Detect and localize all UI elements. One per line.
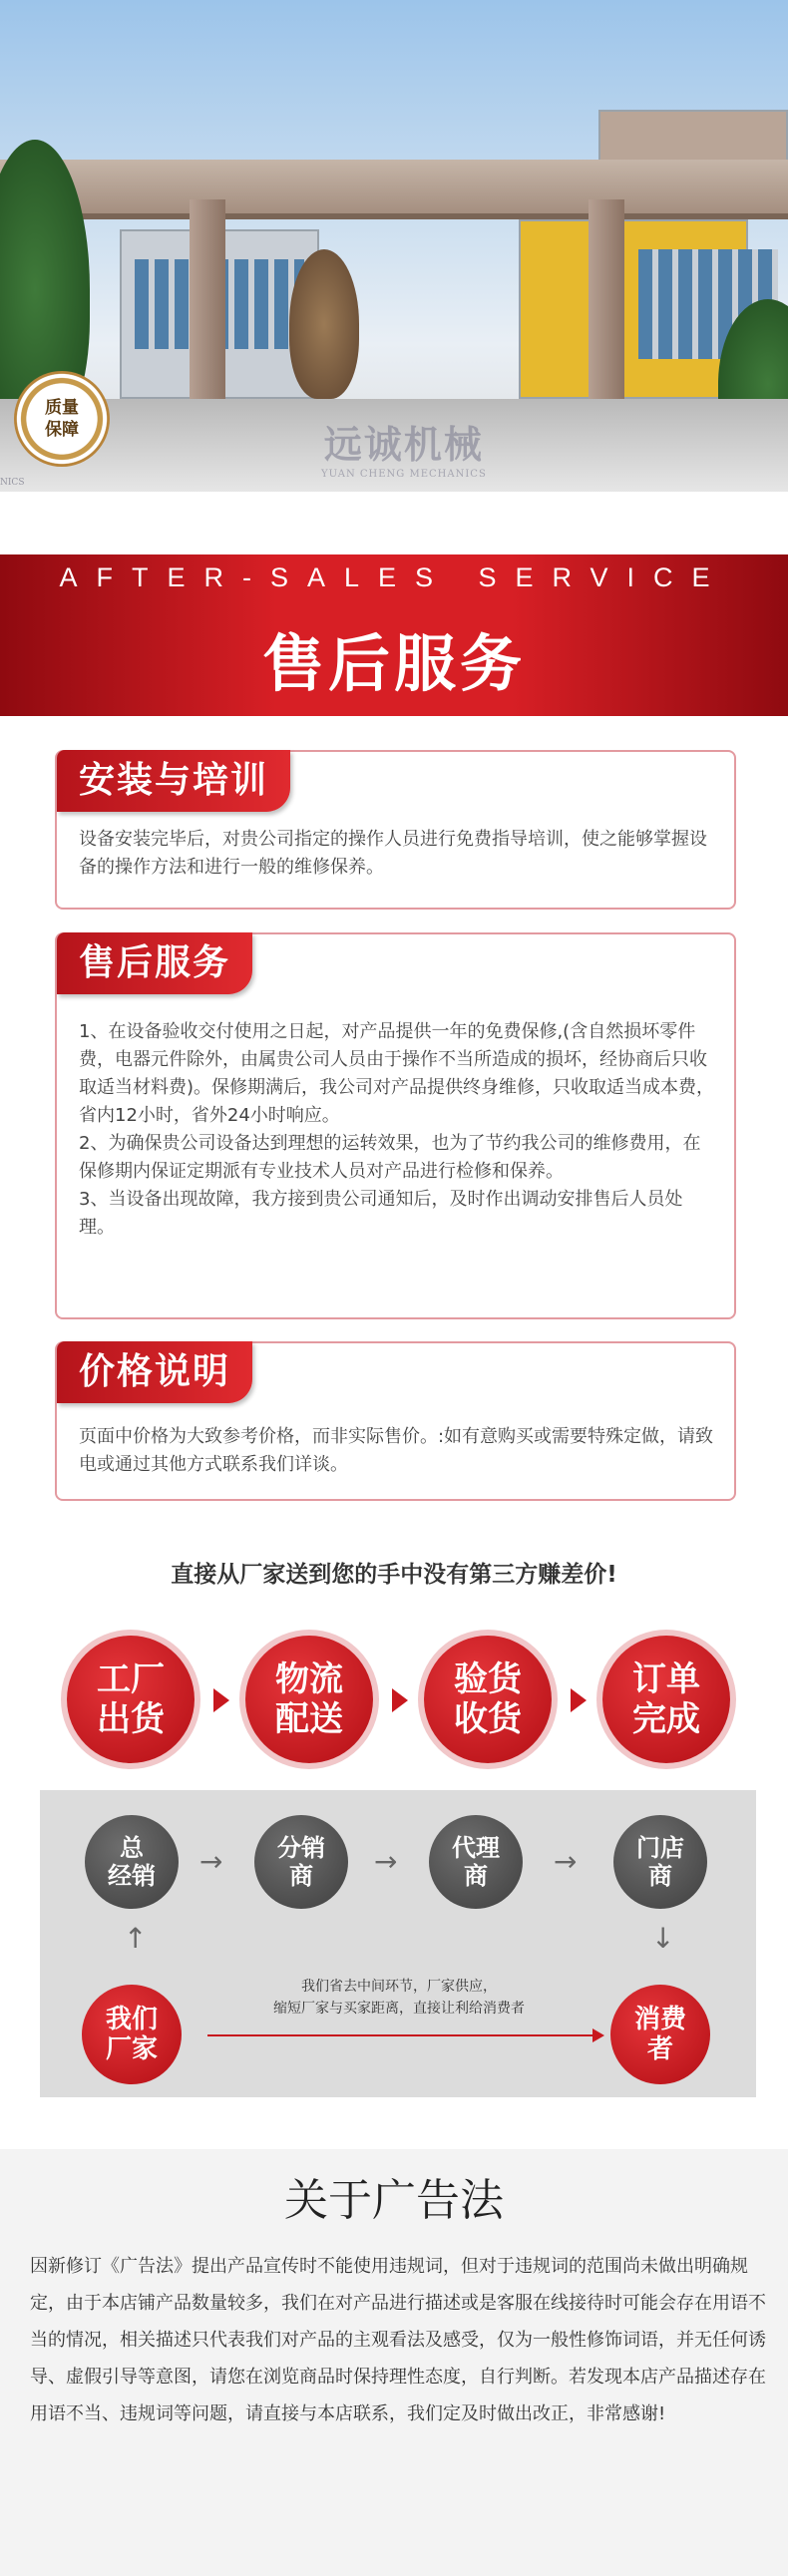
distribution-flow [40,1790,756,2097]
banner-title-cn: 售后服务 [261,627,526,700]
flow-note-line2: 缩短厂家与买家距离，直接让利给消费者 [273,2001,525,2017]
flow-sub-distributor-line1: 分销 [277,1834,325,1862]
ad-law-text: 因新修订《广告法》提出产品宣传时不能使用违规词，但对于违规词的范围尚未做出明确规定，由于本店铺产品数量较多，我们在对产品进行描述或是客服在线接待时可能会存在用语不当的情况，相关描述只代表我们对产品的主观看法及感受，仅为一般性修饰词语，并无任何诱导、虚假引导等意图，请您在浏览商品时保持理性态度，自行判断。若发现本店产品描述存在用语不当、违规词等问题，请直接与本店联系，我们定及时做出改正，非常感谢! [30,2256,766,2424]
flow-arrow-right-3: → [554,1845,578,1878]
step-order-complete-line1: 订单 [632,1659,700,1699]
step-inspect-receive [424,1636,552,1763]
step-arrow-1 [213,1688,229,1712]
flow-note [190,1976,608,2020]
quality-badge-line1: 质量 [45,398,79,418]
aftersales-section [55,932,736,1319]
flow-general-distributor-line1: 总 [120,1834,144,1862]
flow-general-distributor-line2: 经销 [108,1862,156,1890]
step-logistics-line1: 物流 [275,1659,343,1699]
flow-arrow-right-1: → [199,1845,223,1878]
flow-general-distributor [85,1815,179,1909]
brand-watermark-left: NICS [0,478,25,488]
install-section [55,750,736,910]
flow-us-factory [82,1985,182,2084]
price-section-text: 页面中价格为大致参考价格，而非实际售价。:如有意购买或需要特殊定做，请致电或通过其他方式联系我们详谈。 [79,1426,714,1475]
flow-agent [429,1815,523,1909]
flow-consumer-line1: 消费 [633,2005,686,2034]
step-factory-ship [67,1636,195,1763]
banner-title-en: AFTER-SALES SERVICE [59,562,729,592]
flow-direct-arrowhead [592,2028,604,2042]
hero-gate [0,160,788,219]
aftersales-section-title: 售后服务 [57,932,252,994]
flow-us-factory-line1: 我们 [105,2005,158,2034]
step-logistics-line2: 配送 [275,1699,343,1739]
flow-store [613,1815,707,1909]
price-section [55,1341,736,1501]
quality-badge [14,371,110,467]
flow-sub-distributor-line2: 商 [289,1862,313,1890]
flow-arrow-up: ↑ [124,1922,148,1955]
price-section-title: 价格说明 [57,1341,252,1403]
step-inspect-receive-line2: 收货 [454,1699,522,1739]
flow-arrow-down: ↓ [651,1922,675,1955]
flow-store-line1: 门店 [636,1834,684,1862]
flow-direct-line [207,2034,596,2036]
flow-agent-line1: 代理 [452,1834,500,1862]
flow-us-factory-line2: 厂家 [105,2034,158,2064]
quality-badge-line2: 保障 [45,420,79,440]
step-arrow-3 [571,1688,587,1712]
aftersales-section-text: 1、在设备验收交付使用之日起，对产品提供一年的免费保修,(含自然损坏零件费，电器元件除外，由属贵公司人员由于操作不当所造成的损坏，经协商后只收取适当材料费)。保修期满后，我公司对产品提供终身维修，只收取适当成本费，省内12小时，省外24小时响应。 2、为确保贵公司设备达到理想的运转效果，也为了节约我公司的维修费用，在保修期内保证定期派有专业技术人员对产品进行检修和保养。 3、当设备出现故障，我方接到贵公司通知后，及时作出调动安排售后人员处理。 [79,1021,715,1238]
step-arrow-2 [392,1688,408,1712]
flow-sub-distributor [254,1815,348,1909]
flow-agent-line2: 商 [464,1862,488,1890]
step-logistics [245,1636,373,1763]
factory-direct-headline: 直接从厂家送到您的手中没有第三方赚差价! [171,1562,617,1588]
step-inspect-receive-line1: 验货 [454,1659,522,1699]
step-factory-ship-line2: 出货 [97,1699,165,1739]
hero-tree-mid [289,249,359,399]
after-sales-banner [0,554,788,716]
flow-consumer [610,1985,710,2084]
ad-law-title: 关于广告法 [284,2175,504,2226]
step-order-complete-line2: 完成 [632,1699,700,1739]
hero-photo [0,0,788,492]
step-factory-ship-line1: 工厂 [97,1659,165,1699]
install-section-title: 安装与培训 [57,750,290,812]
install-section-text: 设备安装完毕后，对贵公司指定的操作人员进行免费指导培训，使之能够掌握设备的操作方法和进行一般的维修保养。 [79,829,707,878]
flow-consumer-line2: 者 [646,2034,673,2064]
flow-note-line1: 我们省去中间环节，厂家供应， [301,1979,497,1995]
brand-watermark-en: YUAN CHENG MECHANICS [321,469,487,480]
step-order-complete [602,1636,730,1763]
flow-arrow-right-2: → [374,1845,398,1878]
brand-watermark [321,414,487,480]
brand-watermark-cn: 远诚机械 [323,423,484,467]
flow-store-line2: 商 [648,1862,672,1890]
